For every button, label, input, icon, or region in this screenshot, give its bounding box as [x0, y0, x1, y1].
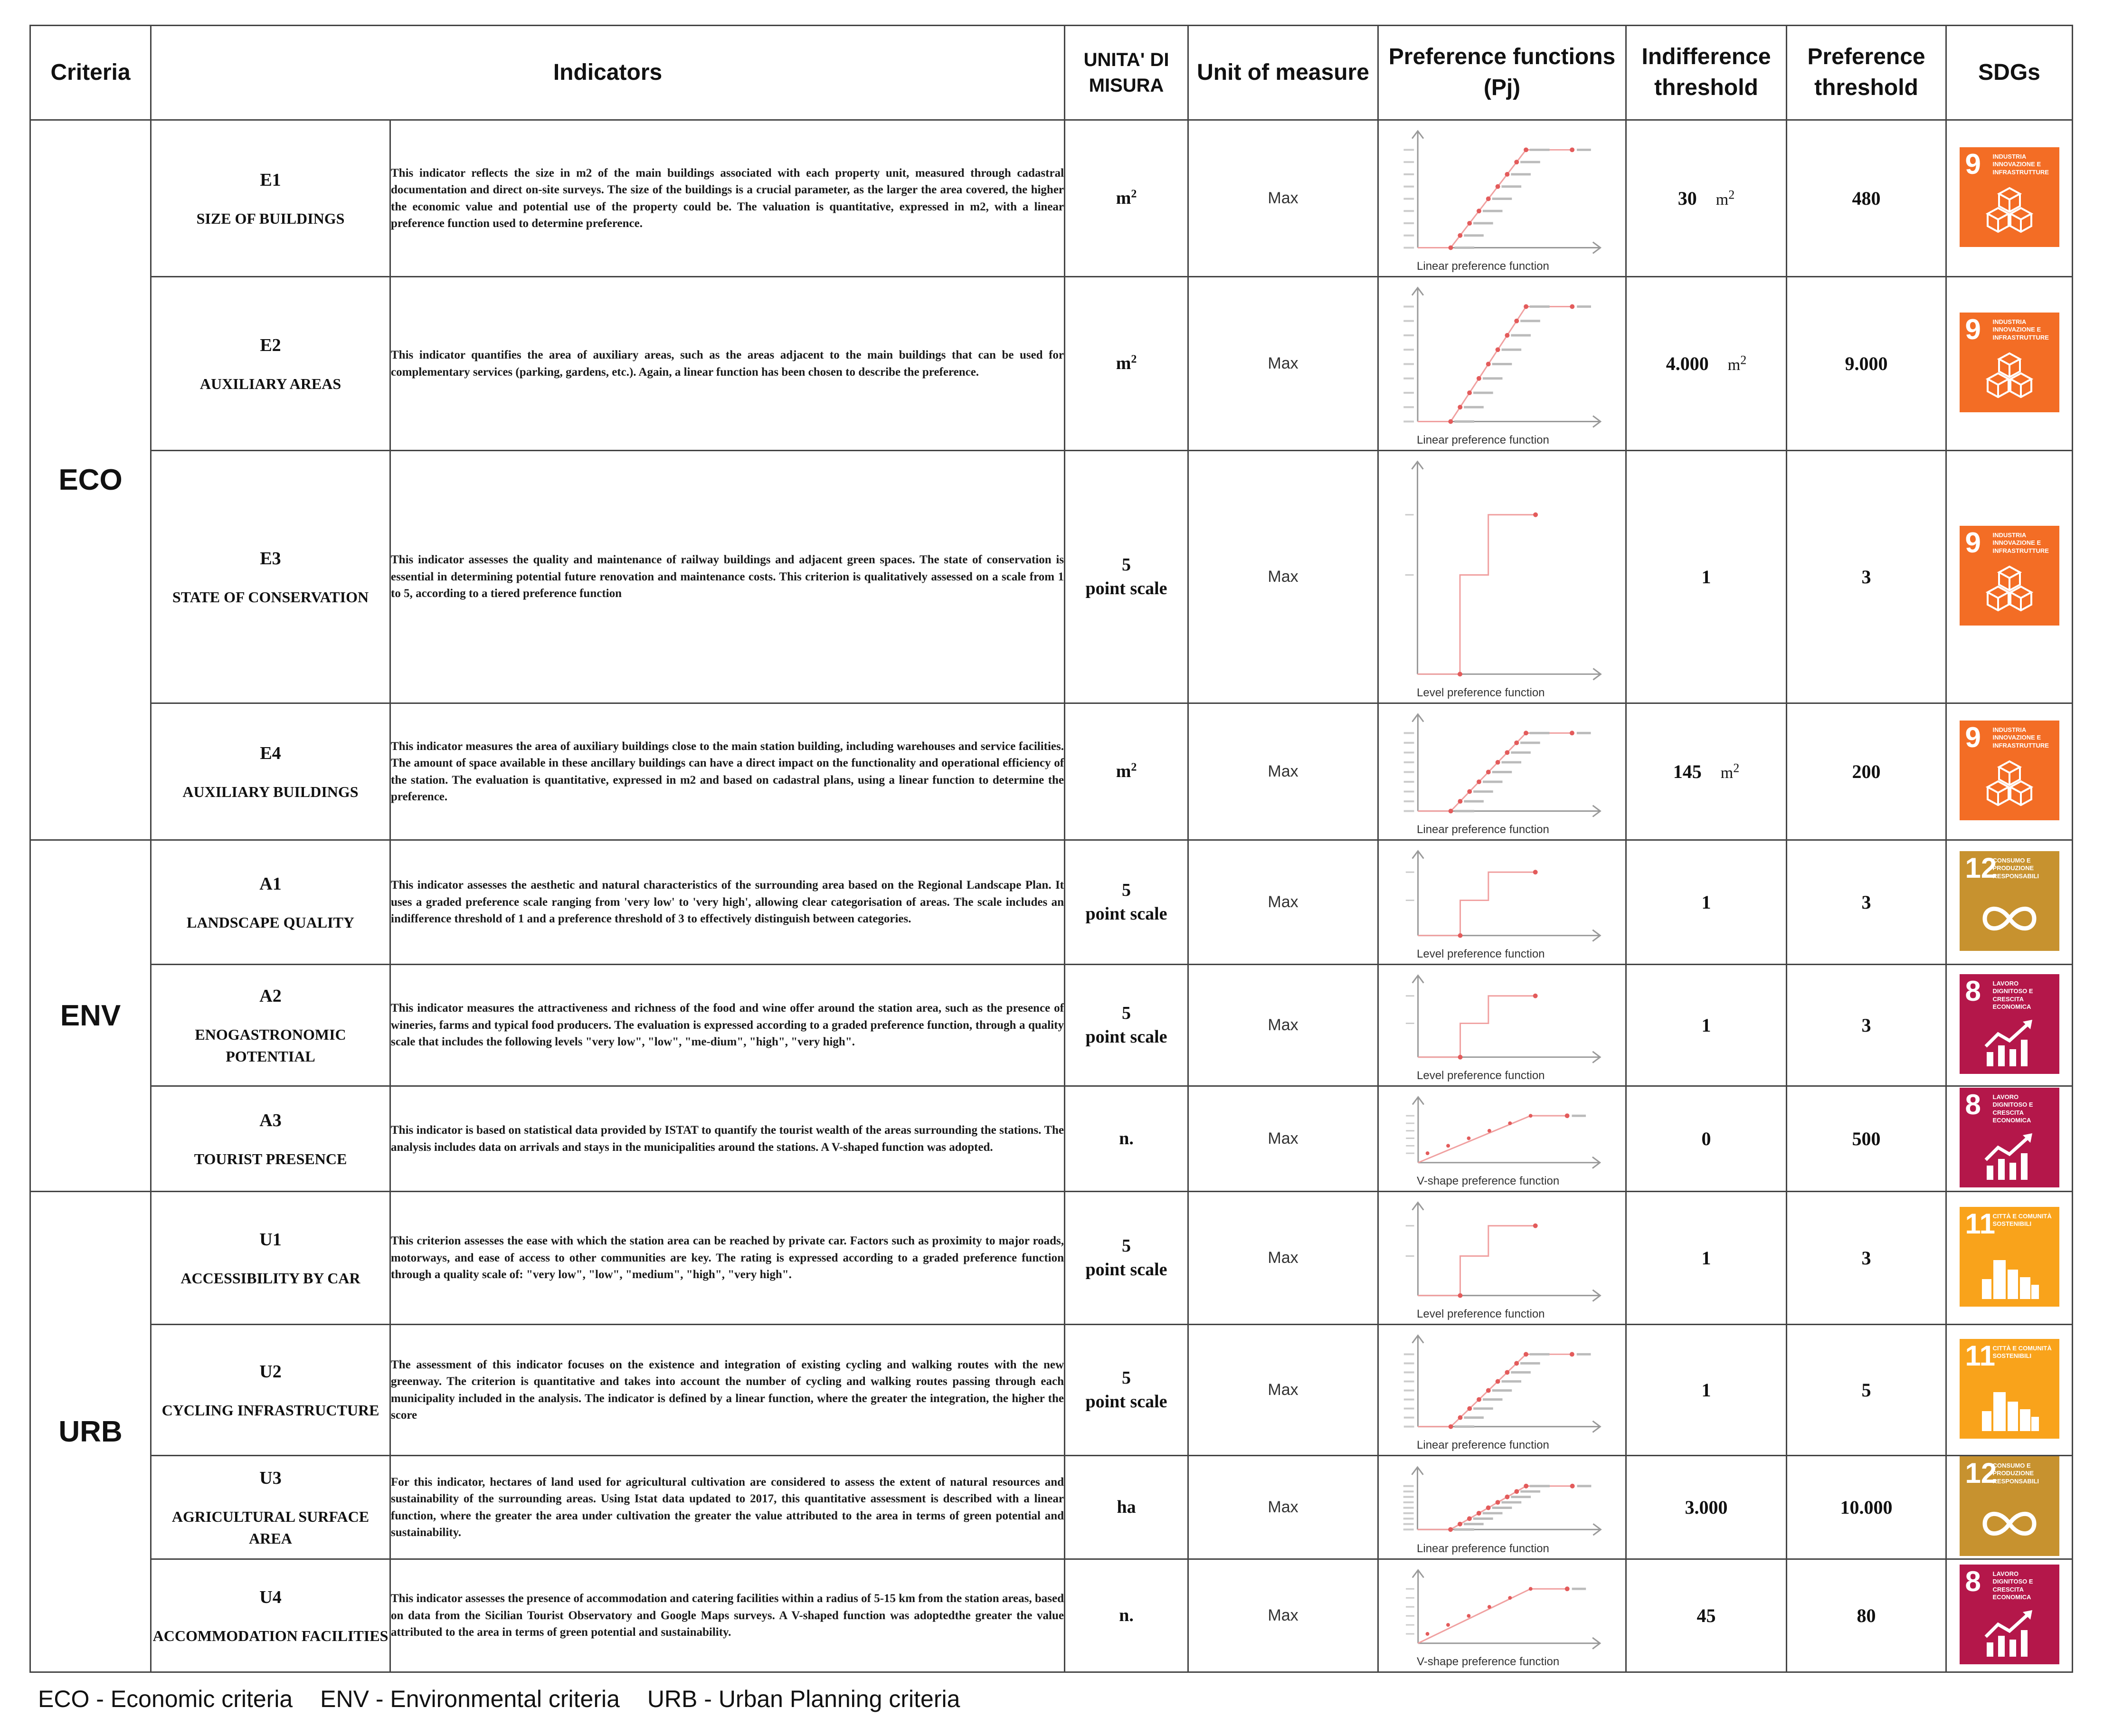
sdg-9-icon	[1960, 526, 2059, 626]
criteria-group-env: ENV	[30, 840, 151, 1192]
sdg-12-icon	[1960, 1456, 2059, 1556]
indifference-threshold	[1626, 703, 1787, 840]
sdg-label: LAVORO DIGNITOSO E CRESCITA ECONOMICA	[1992, 980, 2033, 1010]
indicator-code-cell	[151, 1325, 390, 1456]
indifference-unit-base: m	[1720, 764, 1734, 782]
indicator-name: AGRICULTURAL SURFACE AREA	[171, 1508, 370, 1547]
sdg-9-icon	[1960, 147, 2059, 247]
sdg-label: CITTÀ E COMUNITÀ SOSTENIBILI	[1992, 1345, 2052, 1360]
indifference-unit-base: m	[1727, 356, 1741, 374]
unit-value: ha	[1117, 1497, 1136, 1517]
indicator-code: E3	[260, 548, 281, 569]
indicator-description: This indicator reflects the size in m2 of the main buildings associated with each property unit, measured through cadastral documentation and direct on-site surveys. The size of the buildings is a crucial parameter, as the larger the area covered, the higher the economic value and potential use of the property could be. The valuation is quantitative, expressed in m2, with a linear preference function used to determine preference.	[390, 120, 1065, 277]
unit-of-measure: Max	[1188, 965, 1378, 1086]
unit-of-measure: Max	[1188, 1086, 1378, 1192]
preference-function-label: Linear preference function	[1417, 1542, 1549, 1555]
indifference-value: 4.000	[1666, 353, 1709, 374]
header-indicators: Indicators	[151, 26, 1065, 120]
unit-of-measure: Max	[1188, 840, 1378, 965]
header-preference-functions: Preference functions (Pj)	[1378, 26, 1626, 120]
unita-di-misura-cell	[1065, 703, 1188, 840]
table-body	[30, 120, 2073, 1672]
legend-eco: ECO - Economic criteria	[38, 1686, 293, 1712]
unit-superscript: 2	[1131, 353, 1137, 366]
indicator-code-cell	[151, 840, 390, 965]
unita-di-misura-cell	[1065, 1456, 1188, 1559]
level-curve	[1418, 872, 1535, 935]
preference-function-cell	[1378, 1086, 1626, 1192]
vshape-function-graph	[1379, 1560, 1625, 1671]
sdg-label: LAVORO DIGNITOSO E CRESCITA ECONOMICA	[1992, 1570, 2033, 1601]
unit-scale-label: point scale	[1085, 1259, 1167, 1280]
table-row	[30, 277, 2073, 451]
indifference-unit-exp: 2	[1733, 761, 1740, 775]
sdg-12-icon	[1960, 851, 2059, 951]
criteria-group-eco: ECO	[30, 120, 151, 840]
sdg-cell	[1946, 965, 2073, 1086]
indifference-unit	[1720, 761, 1740, 782]
unita-di-misura-cell	[1065, 1086, 1188, 1192]
indicator-code-cell	[151, 1192, 390, 1325]
level-curve	[1418, 515, 1536, 674]
level-function-graph	[1379, 451, 1625, 702]
sdg-label: CONSUMO E PRODUZIONE RESPONSABILI	[1992, 1462, 2039, 1485]
preference-function-cell	[1378, 1325, 1626, 1456]
indicator-code: A3	[259, 1110, 282, 1130]
preference-threshold: 10.000	[1787, 1456, 1946, 1559]
level-curve	[1418, 996, 1535, 1057]
sdg-number: 8	[1965, 975, 1981, 1007]
linear-function-graph	[1379, 1325, 1625, 1455]
indicator-code-cell	[151, 277, 390, 451]
header-indifference-threshold: Indifference threshold	[1626, 26, 1787, 120]
indicator-description: This indicator measures the attractiveness and richness of the food and wine offer around the station area, such as the presence of wineries, farms and typical food producers. The evaluation is expressed according to a graded preference function, through a quality scale that includes the following levels "very low", "low", "me-dium", "high", "very high".	[390, 965, 1065, 1086]
sdg-9-icon	[1960, 721, 2059, 820]
level-function-graph	[1379, 1192, 1625, 1324]
preference-threshold: 80	[1787, 1559, 1946, 1672]
indicator-description: This indicator quantifies the area of auxiliary areas, such as the areas adjacent to the main buildings that can be used for complementary services (parking, gardens, etc.). Again, a linear function has been chosen to describe the preference.	[390, 277, 1065, 451]
preference-threshold: 5	[1787, 1325, 1946, 1456]
level-curve	[1418, 1226, 1535, 1296]
header-criteria: Criteria	[30, 26, 151, 120]
indicator-code: E1	[260, 170, 281, 190]
indicator-description: This indicator assesses the presence of accommodation and catering facilities within a radius of 5-15 km from the station areas, based on data from the Sicilian Tourist Observatory and Google Maps surveys. A V-shaped function was adoptedthe greater the value attributed to the area in terms of green potential and sustainability.	[390, 1559, 1065, 1672]
table-row	[30, 1325, 2073, 1456]
indicator-name: ACCESSIBILITY BY CAR	[180, 1269, 360, 1287]
indicator-description: This indicator assesses the quality and maintenance of railway buildings and adjacent green spaces. The state of conservation is essential in determining potential future renovation and maintenance costs. This criterion is qualitatively assessed on a scale from 1 to 5, according to a tiered preference function	[390, 451, 1065, 703]
sdg-cell	[1946, 277, 2073, 451]
preference-function-cell	[1378, 1559, 1626, 1672]
sdg-number: 9	[1965, 313, 1981, 345]
level-function-graph	[1379, 841, 1625, 964]
preference-function-cell	[1378, 120, 1626, 277]
indicator-code: U1	[259, 1229, 282, 1250]
unit-value: m	[1116, 188, 1131, 208]
preference-function-label: Level preference function	[1417, 1308, 1545, 1320]
preference-threshold: 3	[1787, 1192, 1946, 1325]
unit-value: 5	[1122, 1003, 1131, 1024]
table-row	[30, 703, 2073, 840]
header-row	[30, 26, 2073, 120]
sdg-number: 12	[1965, 852, 1997, 884]
criteria-group-urb: URB	[30, 1192, 151, 1672]
indifference-value: 30	[1678, 188, 1697, 209]
sdg-number: 8	[1965, 1565, 1981, 1597]
indicator-code: A1	[259, 873, 282, 894]
unit-value: m	[1116, 353, 1131, 373]
indifference-threshold	[1626, 1456, 1787, 1559]
sdg-label: INDUSTRIA INNOVAZIONE E INFRASTRUTTURE	[1992, 531, 2049, 554]
unit-of-measure: Max	[1188, 703, 1378, 840]
legend	[38, 1685, 981, 1713]
indicator-code-cell	[151, 703, 390, 840]
linear-function-graph	[1379, 704, 1625, 839]
indifference-unit-exp: 2	[1728, 188, 1735, 202]
indicator-code: A2	[259, 986, 282, 1006]
unit-value: 5	[1122, 555, 1131, 575]
unit-value: 5	[1122, 880, 1131, 901]
preference-function-label: Linear preference function	[1417, 260, 1549, 273]
unit-value: n.	[1119, 1128, 1134, 1148]
indifference-threshold	[1626, 965, 1787, 1086]
indicator-description: This criterion assesses the ease with which the station area can be reached by private car. Factors such as proximity to major roads, motorways, and ease of access to other communities are key. The rating is expressed according to a graded preference function through a quality scale of: "very low", "low", "medium", "high", "very high".	[390, 1192, 1065, 1325]
sdg-number: 9	[1965, 721, 1981, 753]
unit-superscript: 2	[1131, 761, 1137, 774]
sdg-label: LAVORO DIGNITOSO E CRESCITA ECONOMICA	[1992, 1093, 2033, 1124]
unit-superscript: 2	[1131, 188, 1137, 200]
sdg-9-icon	[1960, 313, 2059, 412]
preference-function-cell	[1378, 703, 1626, 840]
sdg-11-icon	[1960, 1339, 2059, 1439]
table-row	[30, 840, 2073, 965]
indifference-value: 3.000	[1685, 1497, 1728, 1518]
unit-of-measure: Max	[1188, 1192, 1378, 1325]
indicator-name: AUXILIARY AREAS	[199, 375, 341, 392]
indicator-description: This indicator measures the area of auxiliary buildings close to the main station building, including warehouses and service facilities. The amount of space available in these ancillary buildings can have a direct impact on the functionality and operational efficiency of the station. The evaluation is quantitative, expressed in m2 and based on cadastral plans, using a linear function to determine the preference.	[390, 703, 1065, 840]
unita-di-misura-cell	[1065, 840, 1188, 965]
preference-function-label: V-shape preference function	[1417, 1655, 1560, 1668]
indifference-unit	[1715, 188, 1735, 209]
sdg-8-icon	[1960, 974, 2059, 1074]
preference-function-label: V-shape preference function	[1417, 1175, 1560, 1187]
table-row	[30, 1456, 2073, 1559]
header-sdgs: SDGs	[1946, 26, 2073, 120]
indifference-threshold	[1626, 451, 1787, 703]
linear-function-graph	[1379, 277, 1625, 450]
preference-function-label: Linear preference function	[1417, 434, 1549, 446]
indicator-code: U2	[259, 1361, 282, 1382]
indifference-value: 45	[1696, 1605, 1716, 1626]
preference-function-cell	[1378, 451, 1626, 703]
sdg-8-icon	[1960, 1565, 2059, 1664]
table-row	[30, 1192, 2073, 1325]
indifference-unit-base: m	[1715, 191, 1729, 209]
sdg-label: INDUSTRIA INNOVAZIONE E INFRASTRUTTURE	[1992, 318, 2049, 341]
sdg-cell	[1946, 703, 2073, 840]
vshape-curve	[1418, 1589, 1567, 1643]
unit-of-measure: Max	[1188, 277, 1378, 451]
unit-of-measure: Max	[1188, 451, 1378, 703]
indicator-description: For this indicator, hectares of land used for agricultural cultivation are considered to assess the extent of natural resources and sustainability of the surrounding areas. Using Istat data updated to 2017, this quantitative assessment is described with a linear function, where the greater the area under cultivation the greater the value attributed to the area in terms of green potential and sustainability.	[390, 1456, 1065, 1559]
unit-value: n.	[1119, 1605, 1134, 1625]
indifference-threshold	[1626, 1192, 1787, 1325]
unit-scale-label: point scale	[1085, 578, 1167, 598]
preference-function-cell	[1378, 277, 1626, 451]
indicator-code-cell	[151, 120, 390, 277]
indicator-name: CYCLING INFRASTRUCTURE	[161, 1401, 379, 1419]
preference-function-label: Level preference function	[1417, 686, 1545, 699]
unit-value: 5	[1122, 1368, 1131, 1388]
indicator-description: This indicator assesses the aesthetic and natural characteristics of the surrounding area based on the Regional Landscape Plan. It uses a graded preference scale ranging from 'very low' to 'very high', allowing clear categorisation of areas. The scale includes an indifference threshold of 1 and a preference threshold of 3 to effectively distinguish between categories.	[390, 840, 1065, 965]
preference-threshold: 3	[1787, 451, 1946, 703]
preference-threshold: 500	[1787, 1086, 1946, 1192]
unita-di-misura-cell	[1065, 965, 1188, 1086]
preference-threshold: 3	[1787, 840, 1946, 965]
sdg-cell	[1946, 1086, 2073, 1192]
table-row	[30, 451, 2073, 703]
sdg-number: 9	[1965, 527, 1981, 559]
indifference-threshold	[1626, 1325, 1787, 1456]
sdg-number: 11	[1965, 1340, 1995, 1372]
sdg-number: 12	[1965, 1457, 1997, 1489]
sdg-label: INDUSTRIA INNOVAZIONE E INFRASTRUTTURE	[1992, 726, 2049, 749]
table-row	[30, 965, 2073, 1086]
vshape-curve	[1418, 1116, 1567, 1163]
preference-function-cell	[1378, 965, 1626, 1086]
sdg-cell	[1946, 1456, 2073, 1559]
sdg-label: INDUSTRIA INNOVAZIONE E INFRASTRUTTURE	[1992, 153, 2049, 176]
sdg-number: 11	[1965, 1208, 1995, 1240]
unita-di-misura-cell	[1065, 277, 1188, 451]
unit-value: 5	[1122, 1236, 1131, 1256]
indicator-code-cell	[151, 965, 390, 1086]
indicator-code: U3	[259, 1468, 282, 1488]
preference-threshold: 3	[1787, 965, 1946, 1086]
table-row	[30, 120, 2073, 277]
level-function-graph	[1379, 965, 1625, 1085]
indicator-name: ACCOMMODATION FACILITIES	[152, 1627, 389, 1644]
unita-di-misura-cell	[1065, 451, 1188, 703]
indifference-unit	[1727, 353, 1747, 374]
indifference-value: 1	[1701, 892, 1711, 913]
indicator-code-cell	[151, 1559, 390, 1672]
indifference-value: 1	[1701, 1247, 1711, 1269]
unit-value: m	[1116, 761, 1131, 781]
legend-urb: URB - Urban Planning criteria	[647, 1686, 960, 1712]
indifference-unit-exp: 2	[1740, 353, 1747, 367]
header-unita-di-misura: UNITA' DI MISURA	[1065, 26, 1188, 120]
unita-di-misura-cell	[1065, 120, 1188, 277]
indifference-value: 1	[1701, 1379, 1711, 1401]
indifference-value: 1	[1701, 566, 1711, 588]
sdg-label: CITTÀ E COMUNITÀ SOSTENIBILI	[1992, 1213, 2052, 1228]
preference-function-cell	[1378, 1456, 1626, 1559]
unita-di-misura-cell	[1065, 1559, 1188, 1672]
indicator-code: E4	[260, 743, 281, 763]
unit-of-measure: Max	[1188, 120, 1378, 277]
sdg-8-icon	[1960, 1088, 2059, 1187]
indicator-description: This indicator is based on statistical data provided by ISTAT to quantify the tourist wealth of the areas surrounding the stations. The analysis includes data on arrivals and stays in the municipalities around the stations. A V-shaped function was adopted.	[390, 1086, 1065, 1192]
indifference-value: 0	[1701, 1128, 1711, 1149]
unit-scale-label: point scale	[1085, 1391, 1167, 1412]
table-row	[30, 1086, 2073, 1192]
indicator-code: E2	[260, 335, 281, 355]
unita-di-misura-cell	[1065, 1192, 1188, 1325]
indicator-name: TOURIST PRESENCE	[194, 1150, 347, 1167]
indifference-value: 1	[1701, 1015, 1711, 1036]
table-row	[30, 1559, 2073, 1672]
preference-function-label: Linear preference function	[1417, 1439, 1549, 1451]
indifference-threshold	[1626, 1086, 1787, 1192]
indicator-description: The assessment of this indicator focuses on the existence and integration of existing cycling and walking routes with the new greenway. The criterion is quantitative and takes into account the number of cycling and walking routes passing through each municipality included in the analysis. The indicator is defined by a linear function, where the greater the integration, the higher the score	[390, 1325, 1065, 1456]
sdg-cell	[1946, 840, 2073, 965]
unit-of-measure: Max	[1188, 1456, 1378, 1559]
linear-function-graph	[1379, 121, 1625, 276]
indifference-value: 145	[1673, 761, 1702, 782]
indicator-name: STATE OF CONSERVATION	[172, 588, 369, 606]
indifference-threshold	[1626, 277, 1787, 451]
criteria-table	[29, 25, 2073, 1673]
sdg-label: CONSUMO E PRODUZIONE RESPONSABILI	[1992, 857, 2039, 880]
sdg-cell	[1946, 1559, 2073, 1672]
preference-threshold: 480	[1787, 120, 1946, 277]
header-preference-threshold: Preference threshold	[1787, 26, 1946, 120]
indicator-name: SIZE OF BUILDINGS	[196, 209, 345, 227]
unit-of-measure: Max	[1188, 1325, 1378, 1456]
sdg-number: 8	[1965, 1089, 1981, 1120]
preference-function-cell	[1378, 840, 1626, 965]
legend-env: ENV - Environmental criteria	[320, 1686, 620, 1712]
unit-of-measure: Max	[1188, 1559, 1378, 1672]
sdg-cell	[1946, 1325, 2073, 1456]
indicator-name: ENOGASTRONOMIC POTENTIAL	[195, 1025, 346, 1065]
unit-scale-label: point scale	[1085, 903, 1167, 924]
sdg-11-icon	[1960, 1207, 2059, 1307]
preference-threshold: 200	[1787, 703, 1946, 840]
indicator-code-cell	[151, 451, 390, 703]
preference-function-cell	[1378, 1192, 1626, 1325]
indicator-code-cell	[151, 1086, 390, 1192]
sdg-cell	[1946, 1192, 2073, 1325]
unit-scale-label: point scale	[1085, 1026, 1167, 1047]
indicator-code: U4	[259, 1587, 282, 1607]
sdg-cell	[1946, 451, 2073, 703]
indifference-threshold	[1626, 1559, 1787, 1672]
indifference-threshold	[1626, 840, 1787, 965]
header-unit-of-measure: Unit of measure	[1188, 26, 1378, 120]
indicator-code-cell	[151, 1456, 390, 1559]
indifference-threshold	[1626, 120, 1787, 277]
unita-di-misura-cell	[1065, 1325, 1188, 1456]
sdg-cell	[1946, 120, 2073, 277]
preference-function-label: Level preference function	[1417, 1069, 1545, 1082]
sdg-number: 9	[1965, 148, 1981, 180]
indicator-name: AUXILIARY BUILDINGS	[182, 783, 359, 800]
preference-function-label: Level preference function	[1417, 948, 1545, 960]
preference-function-label: Linear preference function	[1417, 823, 1549, 836]
indicator-name: LANDSCAPE QUALITY	[187, 913, 354, 931]
preference-threshold: 9.000	[1787, 277, 1946, 451]
